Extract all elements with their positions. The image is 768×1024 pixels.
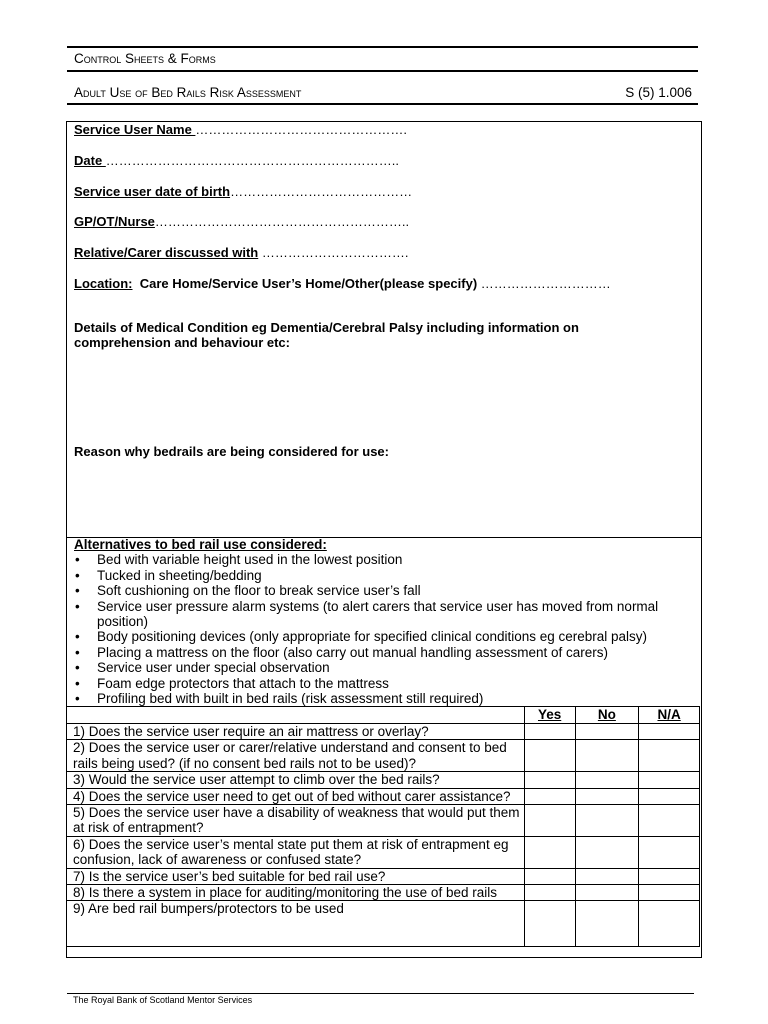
question-text: 1) Does the service user require an air mattress or overlay? <box>67 724 525 740</box>
dob-label: Service user date of birth <box>74 184 231 199</box>
na-cell[interactable] <box>639 868 700 884</box>
dob-blank: …………………………………… <box>230 184 413 199</box>
list-item: • Service user under special observation <box>74 660 694 675</box>
question-text: 5) Does the service user have a disability of weakness that would put them at risk of entrapment? <box>67 805 525 837</box>
na-cell[interactable] <box>639 788 700 804</box>
service-user-details-section <box>67 122 701 538</box>
question-text: 4) Does the service user need to get out of bed without carer assistance? <box>67 788 525 804</box>
document-title: Control Sheets & Forms <box>74 51 216 66</box>
table-row <box>67 836 700 868</box>
relative-label: Relative/Carer discussed with <box>74 245 259 260</box>
table-row <box>67 740 700 772</box>
gp-field[interactable] <box>74 214 409 229</box>
question-text: 3) Would the service user attempt to climb over the bed rails? <box>67 772 525 788</box>
list-item: • Bed with variable height used in the lowest position <box>74 552 694 567</box>
table-row <box>67 885 700 901</box>
date-field[interactable] <box>74 153 399 168</box>
question-text: 9) Are bed rail bumpers/protectors to be used <box>67 901 525 947</box>
header-rule-bottom <box>67 103 698 105</box>
table-row <box>67 901 700 947</box>
service-user-name-field[interactable] <box>74 122 407 137</box>
list-item: • Tucked in sheeting/bedding <box>74 568 694 583</box>
question-text: 2) Does the service user or carer/relative understand and consent to bed rails being used? (if no consent bed rails not to be used)? <box>67 740 525 772</box>
yes-cell[interactable] <box>524 885 575 901</box>
table-row <box>67 724 700 740</box>
list-item: • Placing a mattress on the floor (also carry out manual handling assessment of carers) <box>74 645 694 660</box>
gp-label: GP/OT/Nurse <box>74 214 155 229</box>
form-code: S (5) 1.006 <box>625 85 692 100</box>
no-cell[interactable] <box>575 788 639 804</box>
no-cell[interactable] <box>575 868 639 884</box>
yes-cell[interactable] <box>524 740 575 772</box>
question-text: 8) Is there a system in place for auditing/monitoring the use of bed rails <box>67 885 525 901</box>
alternatives-list <box>74 552 694 706</box>
location-label: Location: <box>74 276 133 291</box>
questions-table <box>66 706 700 947</box>
medical-details-label: Details of Medical Condition eg Dementia/Cerebral Palsy including information on comprehension and behaviour etc: <box>74 320 579 350</box>
relative-blank: ……………………………. <box>258 245 409 260</box>
na-cell[interactable] <box>639 805 700 837</box>
yes-cell[interactable] <box>524 724 575 740</box>
no-cell[interactable] <box>575 740 639 772</box>
na-cell[interactable] <box>639 836 700 868</box>
na-cell[interactable] <box>639 901 700 947</box>
footer-text: The Royal Bank of Scotland Mentor Services <box>73 995 253 1005</box>
header-rule-middle <box>67 70 698 72</box>
table-row <box>67 805 700 837</box>
location-field[interactable] <box>74 276 611 291</box>
question-text: 7) Is the service user’s bed suitable for bed rail use? <box>67 868 525 884</box>
dob-field[interactable] <box>74 184 412 199</box>
yes-cell[interactable] <box>524 788 575 804</box>
list-item: • Soft cushioning on the floor to break service user’s fall <box>74 583 694 598</box>
table-header-row <box>67 707 700 724</box>
na-cell[interactable] <box>639 740 700 772</box>
reason-label: Reason why bedrails are being considered for use: <box>74 444 389 459</box>
service-user-name-label: Service User Name <box>74 122 196 137</box>
service-user-name-blank: …………………………………………. <box>195 122 408 137</box>
no-cell[interactable] <box>575 885 639 901</box>
list-item: • Foam edge protectors that attach to the mattress <box>74 676 694 691</box>
alternatives-section <box>74 537 694 706</box>
yes-cell[interactable] <box>524 805 575 837</box>
na-cell[interactable] <box>639 772 700 788</box>
header-rule-top <box>67 46 698 48</box>
yes-cell[interactable] <box>524 901 575 947</box>
gp-blank: ………………………………………………….. <box>154 214 410 229</box>
no-cell[interactable] <box>575 724 639 740</box>
na-cell[interactable] <box>639 724 700 740</box>
relative-field[interactable] <box>74 245 408 260</box>
no-cell[interactable] <box>575 901 639 947</box>
location-blank: ………………………… <box>477 276 611 291</box>
assessment-form <box>66 121 702 958</box>
question-text: 6) Does the service user’s mental state put them at risk of entrapment eg confusion, lack of awareness or confused state? <box>67 836 525 868</box>
date-label: Date <box>74 153 106 168</box>
yes-cell[interactable] <box>524 772 575 788</box>
date-blank: ………………………………………………………….. <box>105 153 400 168</box>
no-column-header: No <box>575 707 639 724</box>
alternatives-title: Alternatives to bed rail use considered: <box>74 537 327 552</box>
table-row <box>67 772 700 788</box>
list-item: • Profiling bed with built in bed rails (risk assessment still required) <box>74 691 694 706</box>
yes-column-header: Yes <box>524 707 575 724</box>
na-column-header: N/A <box>639 707 700 724</box>
table-row <box>67 868 700 884</box>
footer-rule <box>67 993 694 994</box>
list-item: • Body positioning devices (only appropriate for specified clinical conditions eg cerebral palsy) <box>74 629 694 644</box>
no-cell[interactable] <box>575 836 639 868</box>
form-title: Adult Use of Bed Rails Risk Assessment <box>74 85 302 100</box>
yes-cell[interactable] <box>524 836 575 868</box>
yes-cell[interactable] <box>524 868 575 884</box>
location-options: Care Home/Service User’s Home/Other(please specify) <box>132 276 478 291</box>
list-item: • Service user pressure alarm systems (to alert carers that service user has moved from normal position) <box>74 599 694 630</box>
no-cell[interactable] <box>575 805 639 837</box>
no-cell[interactable] <box>575 772 639 788</box>
na-cell[interactable] <box>639 885 700 901</box>
question-column-header <box>67 707 525 724</box>
table-row <box>67 788 700 804</box>
